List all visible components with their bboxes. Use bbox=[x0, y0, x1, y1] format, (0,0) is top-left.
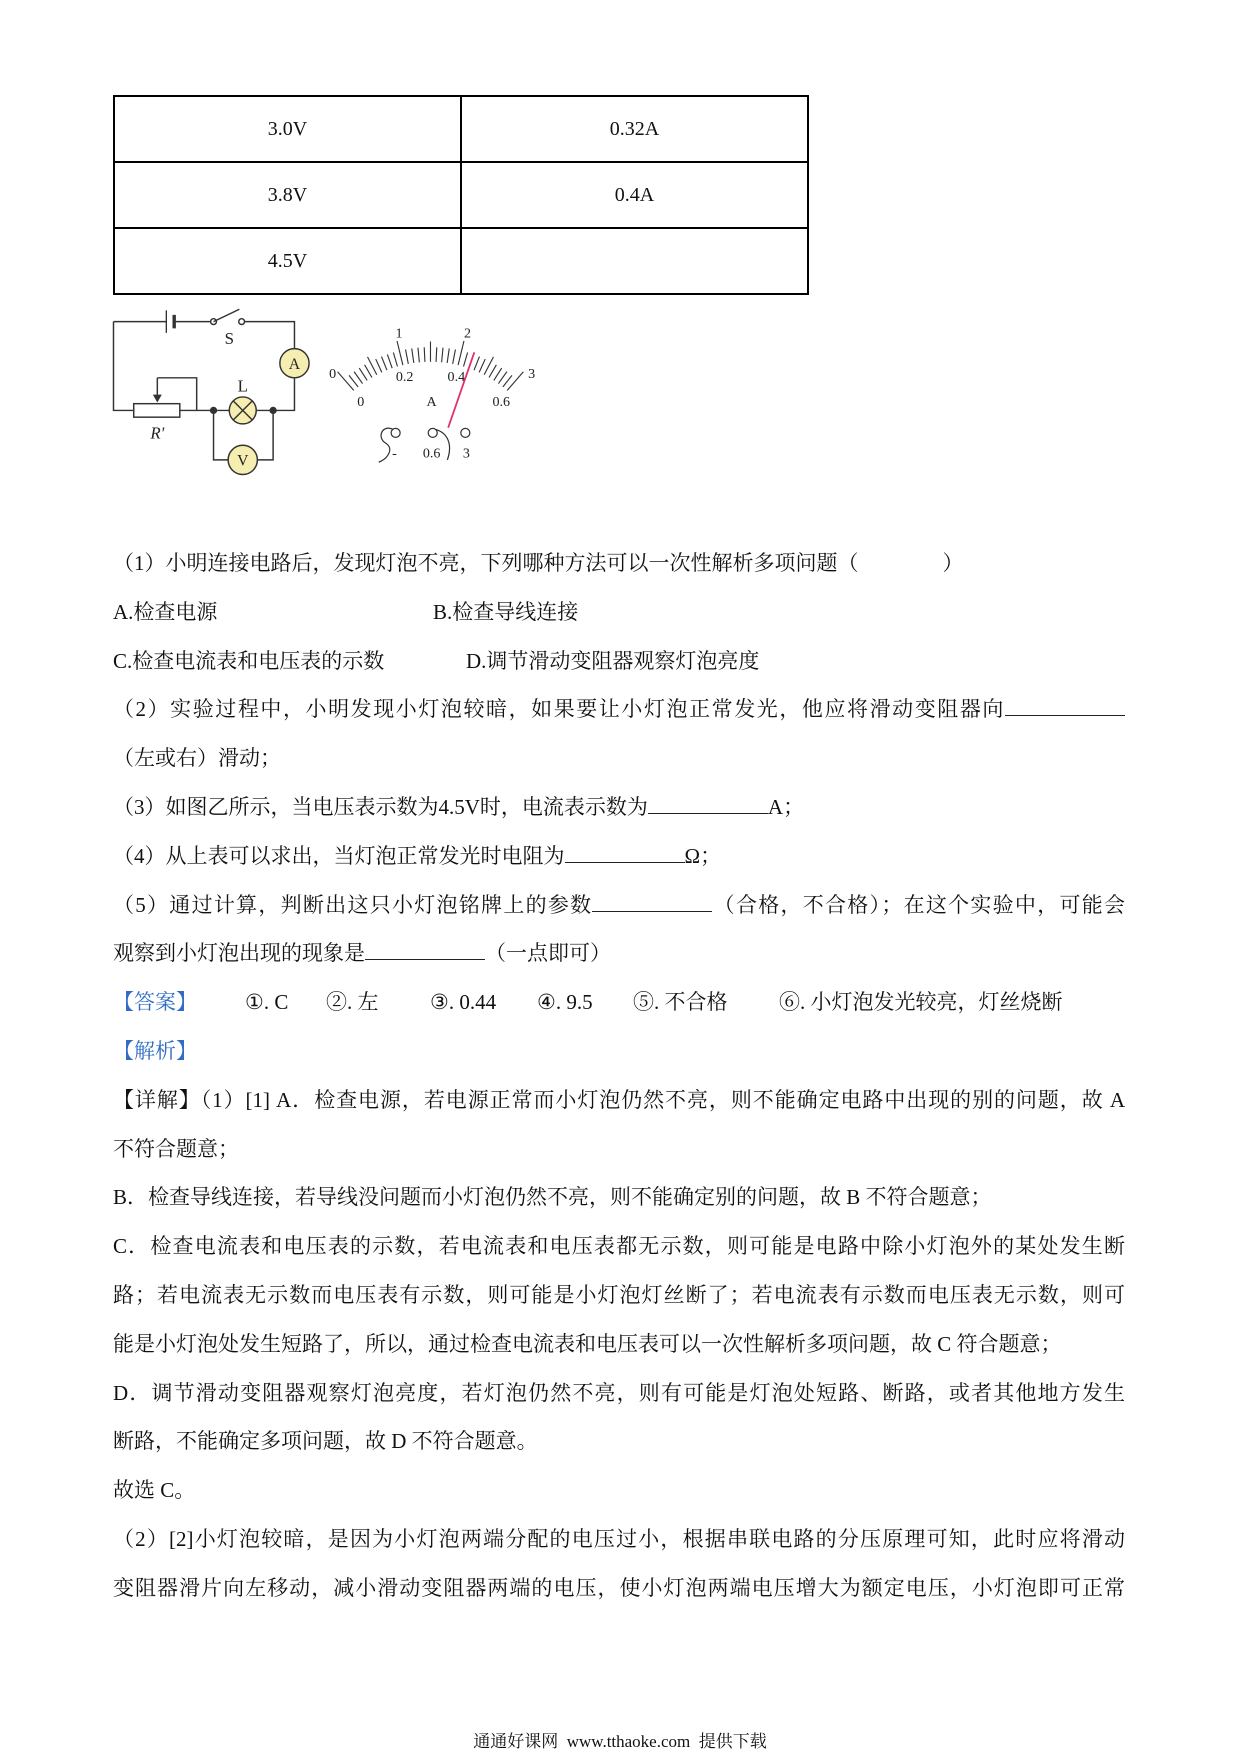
table-row bbox=[114, 228, 808, 294]
dial-unit-label: A bbox=[426, 393, 437, 410]
answer-item: ⑥. 小灯泡发光较亮，灯丝烧断 bbox=[779, 990, 1063, 1015]
dial-tick bbox=[387, 354, 392, 368]
switch-contact bbox=[239, 319, 245, 325]
option-a: A.检查电源 bbox=[113, 599, 218, 624]
dial-tick bbox=[436, 347, 437, 362]
rheostat bbox=[134, 404, 180, 417]
answer-label: 【答案】 bbox=[113, 990, 197, 1015]
switch-label: S bbox=[224, 329, 234, 349]
table-cell-voltage: 3.0V bbox=[114, 96, 461, 162]
switch-contact bbox=[211, 319, 217, 325]
dial-tick bbox=[503, 375, 512, 386]
terminal-label: 3 bbox=[462, 445, 470, 462]
table-row bbox=[114, 96, 808, 162]
option-d: D.调节滑动变阻器观察灯泡亮度 bbox=[466, 648, 760, 673]
question-text: （4）从上表可以求出，当灯泡正常发光时电阻为 bbox=[113, 843, 565, 868]
question-text: Ω； bbox=[684, 843, 722, 868]
slider-arrow-icon bbox=[153, 395, 162, 403]
dial-tick bbox=[381, 357, 386, 371]
dial-tick bbox=[479, 359, 485, 372]
dial-tick bbox=[474, 357, 479, 371]
lamp-icon bbox=[229, 397, 256, 424]
options-row-ab bbox=[113, 588, 1125, 637]
question-5-cont bbox=[113, 929, 1125, 978]
dial-tick bbox=[349, 375, 358, 386]
question-and-solution-text bbox=[113, 539, 1125, 1613]
answer-blank bbox=[1005, 689, 1125, 716]
question-text: （3）如图乙所示，当电压表示数为4.5V时，电流表示数为 bbox=[113, 794, 648, 819]
outer-tick-label: 2 bbox=[464, 325, 472, 342]
rheostat-label: R' bbox=[150, 423, 165, 443]
question-2 bbox=[113, 685, 1125, 734]
outer-tick-label: 1 bbox=[395, 325, 403, 342]
answer-item: ③. 0.44 bbox=[430, 990, 497, 1015]
junction-node bbox=[211, 408, 217, 414]
circuit-wires bbox=[113, 322, 294, 460]
circuit-diagram bbox=[113, 309, 309, 474]
ammeter-dial bbox=[329, 325, 535, 462]
dial-tick bbox=[489, 365, 496, 378]
answer-blank bbox=[365, 933, 485, 960]
dial-tick bbox=[498, 372, 506, 384]
answer-item: ②. 左 bbox=[326, 990, 379, 1015]
dial-tick bbox=[458, 341, 464, 365]
inner-tick-label: 0.4 bbox=[447, 369, 466, 386]
detail-label: 【详解】 bbox=[113, 1087, 201, 1112]
dial-tick bbox=[376, 359, 382, 372]
dial-tick bbox=[418, 348, 419, 363]
question-5 bbox=[113, 881, 1125, 930]
dial-tick bbox=[359, 368, 367, 380]
question-3 bbox=[113, 783, 1125, 832]
question-text: （一点即可） bbox=[485, 941, 611, 966]
detail-line: C．检查电流表和电压表的示数，若电流表和电压表都无示数，则可能是电路中除小灯泡外的某处发生断 bbox=[113, 1234, 1125, 1259]
dial-tick bbox=[393, 352, 397, 366]
table-row bbox=[114, 162, 808, 228]
meter-needle bbox=[448, 352, 474, 427]
dial-tick bbox=[406, 350, 409, 364]
question-1: （1）小明连接电路后，发现灯泡不亮，下列哪种方法可以一次性解析多项问题（ ） bbox=[113, 551, 964, 575]
detail-line: 变阻器滑片向左移动，减小滑动变阻器两端的电压，使小灯泡两端电压增大为额定电压，小灯泡即可正常 bbox=[113, 1575, 1125, 1600]
question-text: （合格，不合格）；在这个实验中，可能会 bbox=[712, 892, 1126, 917]
analysis-label: 【解析】 bbox=[113, 1038, 197, 1063]
table-cell-voltage: 3.8V bbox=[114, 162, 461, 228]
table-cell-current bbox=[461, 228, 808, 294]
question-4 bbox=[113, 832, 1125, 881]
detail-line: B．检查导线连接，若导线没问题而小灯泡仍然不亮，则不能确定别的问题，故 B 不符合题意； bbox=[113, 1185, 992, 1210]
ammeter-label: A bbox=[288, 355, 301, 373]
detail-line: D．调节滑动变阻器观察灯泡亮度，若灯泡仍然不亮，则有可能是灯泡处短路、断路，或者其他地方发生 bbox=[113, 1380, 1125, 1405]
detail-line: 能是小灯泡处发生短路了，所以，通过检查电流表和电压表可以一次性解析多项问题，故 C 符合题意； bbox=[113, 1331, 1062, 1356]
answer-blank bbox=[565, 836, 685, 863]
dial-tick bbox=[507, 372, 523, 391]
dial-tick bbox=[453, 350, 456, 364]
option-c: C.检查电流表和电压表的示数 bbox=[113, 648, 385, 673]
outer-tick-label: 3 bbox=[528, 365, 536, 382]
question-text: A； bbox=[767, 794, 805, 819]
answer-item: ④. 9.5 bbox=[537, 990, 593, 1015]
measurement-table bbox=[113, 95, 809, 295]
dial-tick bbox=[397, 341, 403, 365]
dial-tick bbox=[463, 352, 467, 366]
dial-ticks bbox=[338, 341, 524, 390]
junction-node bbox=[270, 408, 276, 414]
inner-tick-label: 0.2 bbox=[395, 369, 414, 386]
voltmeter-label: V bbox=[237, 452, 249, 470]
terminal-0.6 bbox=[428, 428, 437, 437]
question-text: （2）实验过程中，小明发现小灯泡较暗，如果要让小灯泡正常发光，他应将滑动变阻器向 bbox=[113, 697, 1005, 722]
terminal-label: - bbox=[392, 445, 397, 462]
dial-tick bbox=[494, 368, 502, 380]
detail-text: （1）[1] A．检查电源，若电源正常而小灯泡仍然不亮，则不能确定电路中出现的别的问题，故 A bbox=[200, 1087, 1125, 1112]
table-cell-voltage: 4.5V bbox=[114, 228, 461, 294]
table-cell-current: 0.4A bbox=[461, 162, 808, 228]
terminal-label: 0.6 bbox=[422, 445, 441, 462]
terminal-3 bbox=[461, 428, 470, 437]
switch-blade bbox=[214, 309, 240, 321]
option-b: B.检查导线连接 bbox=[433, 599, 579, 624]
question-text: 观察到小灯泡出现的现象是 bbox=[113, 941, 365, 966]
question-text: （5）通过计算，判断出这只小灯泡铭牌上的参数 bbox=[113, 892, 593, 917]
detail-line: 不符合题意； bbox=[113, 1136, 239, 1161]
circuit-and-meter-figure bbox=[100, 298, 562, 488]
answer-item: ①. C bbox=[245, 990, 289, 1015]
outer-tick-label: 0 bbox=[329, 365, 337, 382]
inner-tick-label: 0 bbox=[357, 393, 365, 410]
dial-tick bbox=[424, 347, 425, 362]
detail-line: 路；若电流表无示数而电压表有示数，则可能是小灯泡灯丝断了；若电流表有示数而电压表无示数，则可 bbox=[113, 1282, 1125, 1307]
answer-row bbox=[113, 978, 1125, 1027]
detail-line bbox=[113, 1076, 1125, 1125]
detail-line: 断路，不能确定多项问题，故 D 不符合题意。 bbox=[113, 1429, 538, 1454]
lamp-label: L bbox=[237, 376, 248, 396]
inner-tick-label: 0.6 bbox=[492, 393, 511, 410]
answer-blank bbox=[592, 885, 712, 912]
question-2-cont: （左或右）滑动； bbox=[113, 746, 281, 771]
answer-item: ⑤. 不合格 bbox=[633, 990, 728, 1015]
dial-tick bbox=[365, 365, 372, 378]
dial-tick bbox=[354, 372, 362, 384]
dial-tick bbox=[442, 348, 443, 363]
dial-tick bbox=[412, 348, 414, 362]
page-footer: 通通好课网 www.tthaoke.com 提供下载 bbox=[473, 1732, 767, 1751]
answer-blank bbox=[648, 787, 768, 814]
detail-line: 故选 C。 bbox=[113, 1478, 196, 1503]
table-cell-current: 0.32A bbox=[461, 96, 808, 162]
dial-tick bbox=[338, 372, 354, 391]
options-row-cd bbox=[113, 637, 1125, 686]
detail-line: （2）[2]小灯泡较暗，是因为小灯泡两端分配的电压过小，根据串联电路的分压原理可知，此时应将滑动 bbox=[113, 1526, 1125, 1551]
dial-tick bbox=[447, 348, 449, 362]
